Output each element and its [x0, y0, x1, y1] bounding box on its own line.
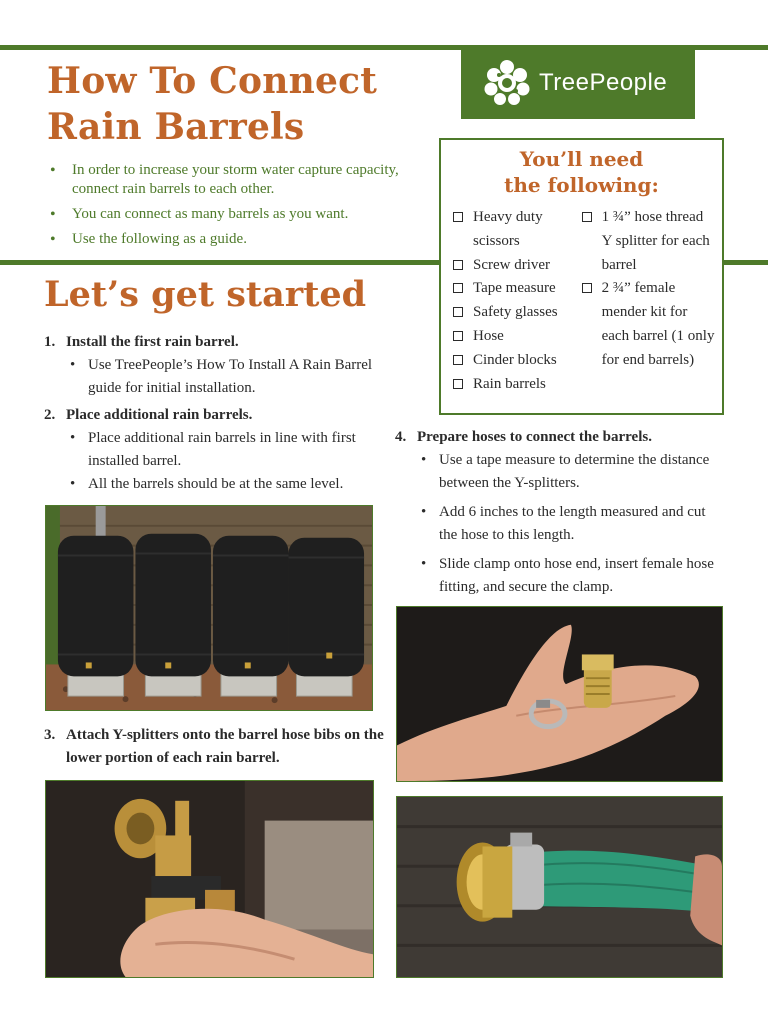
y-splitter-photo [45, 780, 374, 978]
page-title-line1: How To Connect [47, 60, 378, 102]
section-title: Let’s get started [44, 274, 367, 315]
step-number: 3. [44, 727, 56, 743]
step-number: 4. [395, 429, 407, 445]
supply-item: Safety glasses [451, 301, 580, 325]
supplies-title-line2: the following: [504, 173, 659, 197]
step-heading: Attach Y-splitters onto the barrel hose bibs on the lower portion of each rain barrel. [66, 727, 384, 766]
supply-item: Tape measure [451, 277, 580, 301]
supply-item: Screw driver [451, 254, 580, 278]
step-bullet: • Use a tape measure to determine the distance between the Y-splitters. [419, 449, 723, 495]
supply-item: Hose [451, 325, 580, 349]
page-title [47, 58, 377, 150]
checkbox-icon [453, 260, 463, 270]
barrels-photo [45, 505, 373, 711]
hose-fitting-photo [396, 606, 723, 782]
step-heading: Place additional rain barrels. [66, 407, 253, 423]
step-number: 1. [44, 334, 56, 350]
supplies-title-line1: You’ll need [519, 147, 644, 171]
intro-item: • Use the following as a guide. [48, 230, 408, 249]
step-bullet: • Use TreePeople’s How To Install A Rain Barrel guide for initial installation. [68, 354, 384, 400]
checkbox-icon [582, 212, 592, 222]
intro-item: • In order to increase your storm water capture capacity, connect rain barrels to each other. [48, 161, 408, 199]
step-4 [395, 426, 723, 599]
step-bullet: • Add 6 inches to the length measured and cut the hose to this length. [419, 501, 723, 547]
step-heading: Prepare hoses to connect the barrels. [417, 429, 652, 445]
supply-item: Rain barrels [451, 373, 580, 397]
checkbox-icon [453, 212, 463, 222]
page-title-line2: Rain Barrels [47, 106, 305, 148]
step-bullet: • Slide clamp onto hose end, insert female hose fitting, and secure the clamp. [419, 553, 723, 599]
supply-item: 1 ¾” hose thread Y splitter for each barrel [580, 206, 716, 277]
checkbox-icon [582, 283, 592, 293]
checkbox-icon [453, 283, 463, 293]
supplies-title [441, 146, 722, 198]
step-3 [44, 724, 384, 770]
checkbox-icon [453, 379, 463, 389]
checkbox-icon [453, 355, 463, 365]
checkbox-icon [453, 307, 463, 317]
step-bullet: • All the barrels should be at the same level. [68, 473, 384, 496]
step-number: 2. [44, 407, 56, 423]
checkbox-icon [453, 331, 463, 341]
intro-list [48, 161, 408, 255]
step-2 [44, 404, 384, 496]
intro-item: • You can connect as many barrels as you want. [48, 205, 408, 224]
supply-item: Cinder blocks [451, 349, 580, 373]
step-bullet: • Place additional rain barrels in line with first installed barrel. [68, 427, 384, 473]
tree-people-leaf-icon [479, 55, 535, 111]
step-1 [44, 331, 384, 400]
logo-text: TreePeople [539, 69, 668, 96]
supplies-box [439, 138, 724, 415]
supply-item: Heavy duty scissors [451, 206, 580, 254]
supplies-list-left [451, 206, 580, 396]
treepeople-logo [461, 47, 695, 119]
supplies-list-right [580, 206, 716, 396]
supply-item: 2 ¾” female mender kit for each barrel (1 only for end barrels) [580, 277, 716, 372]
hose-clamp-photo [396, 796, 723, 978]
step-heading: Install the first rain barrel. [66, 334, 239, 350]
